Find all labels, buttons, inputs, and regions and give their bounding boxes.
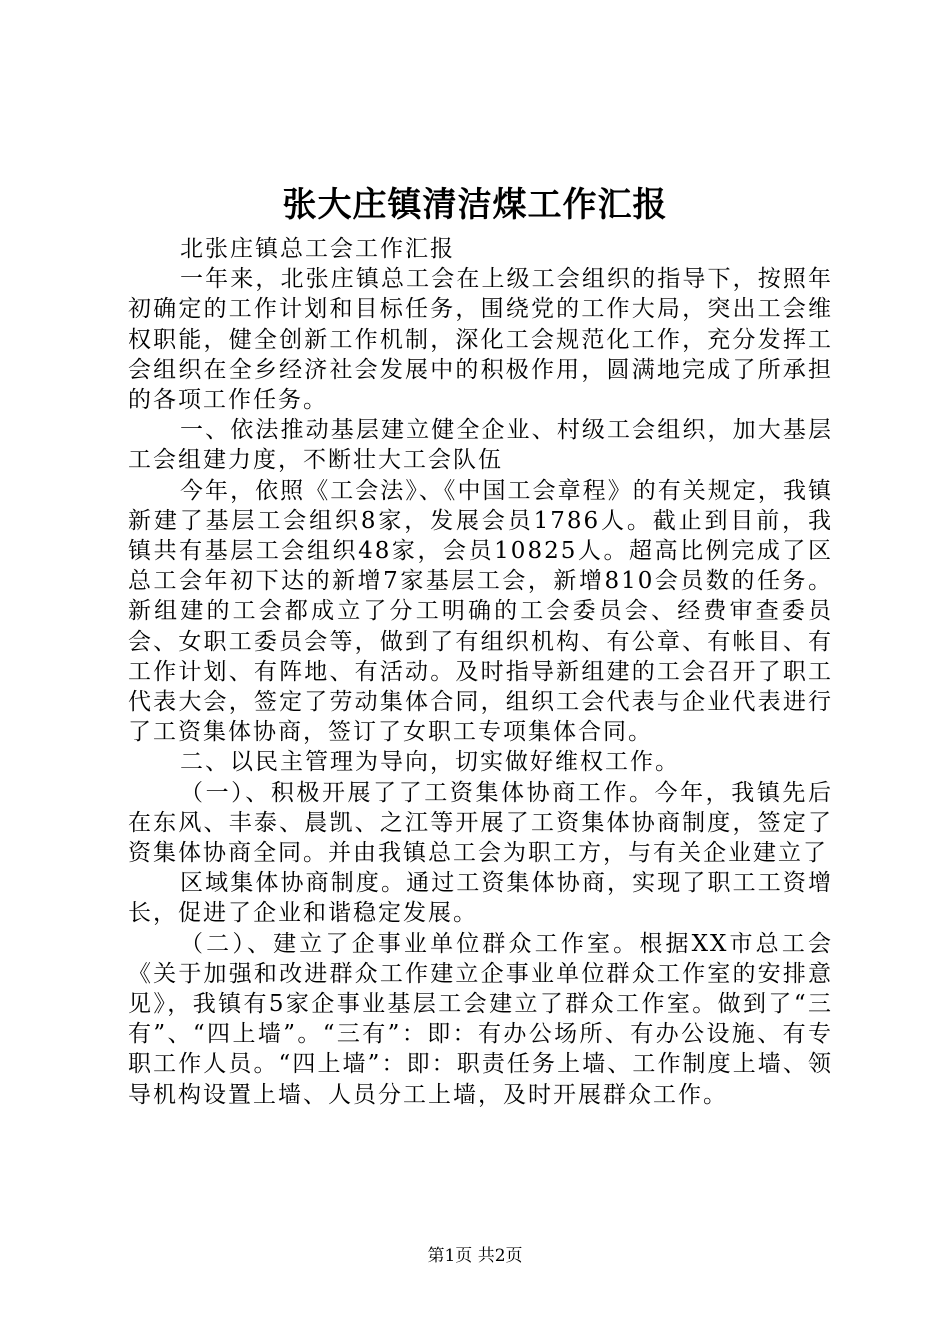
section-heading-1: 一、依法推动基层建立健全企业、村级工会组织，加大基层工会组建力度，不断壮大工会队伍 [128, 417, 833, 474]
paragraph-subsection-1: （一）、积极开展了了工资集体协商工作。今年，我镇先后在东风、丰泰、晨凯、之江等开展了工资集体协商制度，签定了资集体协商全同。并由我镇总工会为职工方，与有关企业建立了 [128, 779, 833, 867]
paragraph-intro: 一年来，北张庄镇总工会在上级工会组织的指导下，按照年初确定的工作计划和目标任务，围绕党的工作大局，突出工会维权职能，健全创新工作机制，深化工会规范化工作，充分发挥工会组织在全乡经济社会发展中的积极作用，圆满地完成了所承担的各项工作任务。 [128, 266, 833, 414]
page-number-footer: 第1页 共2页 [427, 1246, 523, 1266]
section-heading-2: 二、以民主管理为导向，切实做好维权工作。 [180, 749, 680, 776]
paragraph-section-1: 今年，依照《工会法》、《中国工会章程》的有关规定，我镇新建了基层工会组织8家，发展会员1786人。截止到目前，我镇共有基层工会组织48家，会员10825人。超高比例完成了区总工会年初下达的新增7家基层工会，新增810会员数的任务。新组建的工会都成立了分工明确的工会委员会、经费审查委员会、女职工委员会等，做到了有组织机构、有公章、有帐目、有工作计划、有阵地、有活动。及时指导新组建的工会召开了职工代表大会，签定了劳动集体合同，组织工会代表与企业代表进行了工资集体协商，签订了女职工专项集体合同。 [128, 477, 833, 746]
paragraph-subsection-1-cont: 区域集体协商制度。通过工资集体协商，实现了职工工资增长，促进了企业和谐稳定发展。 [128, 870, 833, 927]
paragraph-subsection-2: （二）、建立了企事业单位群众工作室。根据XX市总工会《关于加强和改进群众工作建立企事业单位群众工作室的安排意见》，我镇有5家企事业基层工会建立了群众工作室。做到了“三有”、“四上墙”。“三有”：即：有办公场所、有办公设施、有专职工作人员。“四上墙”：即：职责任务上墙、工作制度上墙、领导机构设置上墙、人员分工上墙，及时开展群众工作。 [128, 930, 833, 1108]
document-body [128, 234, 833, 1110]
paragraph-subtitle: 北张庄镇总工会工作汇报 [180, 236, 455, 262]
document-title: 张大庄镇清洁煤工作汇报 [282, 185, 668, 225]
